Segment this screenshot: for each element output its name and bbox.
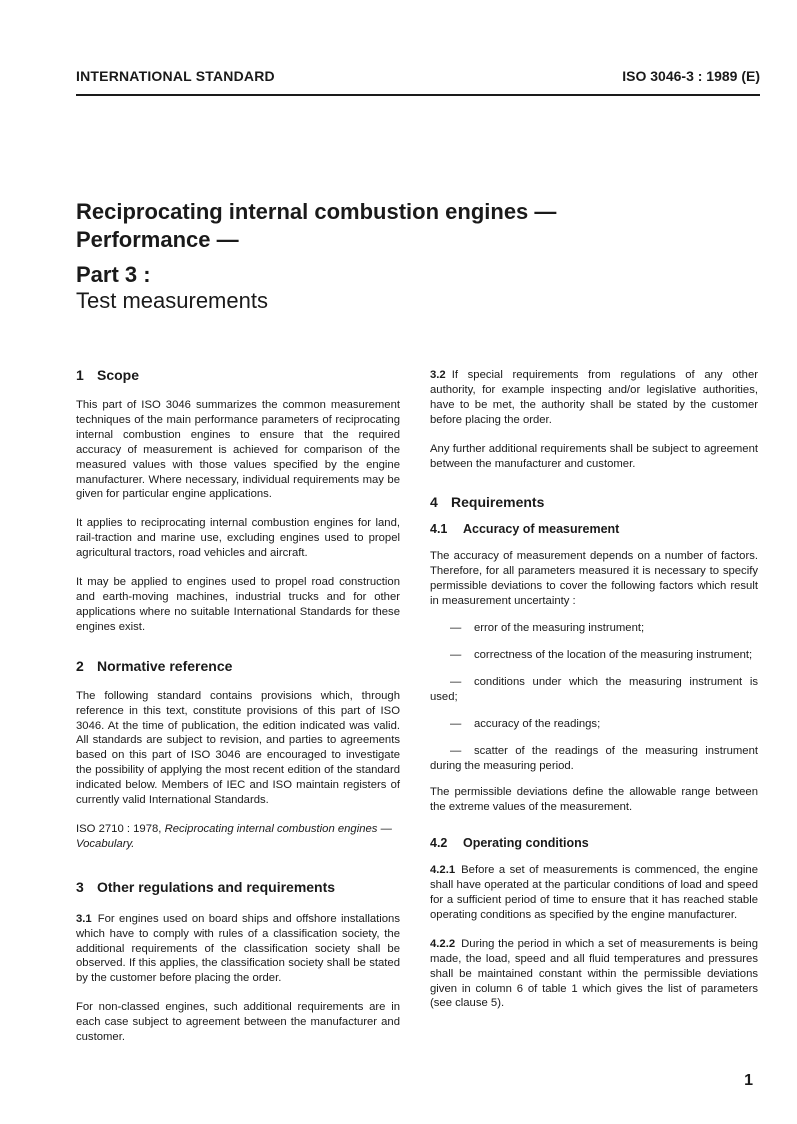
scope-paragraph-2: It applies to reciprocating internal combustion engines for land, rail-traction and marine use, excluding engines used to propel agricultural tractors, road vehicles and aircraft. bbox=[76, 517, 400, 560]
normative-paragraph: The following standard contains provisions which, through reference in this text, constitute provisions of this part of ISO 3046. At the time of publication, the edition indicated was valid. All standards are subject to revision, and parties to agreements based on this part of ISO 3046 are encouraged to investigate the possibility of applying the most recent edition of the standard indicated below. Members of IEC and ISO maintain registers of currently valid International Standards. bbox=[76, 689, 400, 807]
section-4-heading bbox=[430, 493, 758, 511]
header-standard-number: ISO 3046-3 : 1989 (E) bbox=[622, 68, 760, 84]
subsection-number: 4.2 bbox=[430, 836, 448, 851]
dash-bullet: — bbox=[450, 648, 462, 661]
section-1-heading bbox=[76, 366, 400, 384]
clause-3-2 bbox=[430, 368, 758, 428]
subsection-title: Operating conditions bbox=[463, 836, 589, 851]
list-item-text: correctness of the location of the measuring instrument; bbox=[474, 648, 753, 661]
dash-bullet: — bbox=[450, 744, 462, 757]
uncertainty-factor-list bbox=[430, 621, 758, 773]
clause-number: 4.2.2 bbox=[430, 937, 456, 950]
list-item-text: error of the measuring instrument; bbox=[474, 622, 645, 635]
section-3-heading bbox=[76, 878, 400, 896]
reference-title: Reciprocating internal combustion engines — Vocabulary. bbox=[76, 822, 392, 850]
section-title: Other regulations and requirements bbox=[97, 878, 336, 895]
clause-number: 4.2.1 bbox=[430, 864, 456, 877]
scope-paragraph-1: This part of ISO 3046 summarizes the common measurement techniques of the main performance parameters of reciprocating internal combustion engines to ensure that the required accuracy of measurement is achieved for comparison of the measured values with those values specified by the engine manufacturer. Where necessary, individual requirements may be given for particular engine applications. bbox=[76, 399, 400, 501]
list-item bbox=[430, 744, 758, 774]
list-item bbox=[430, 717, 758, 732]
part-label: Part 3 : bbox=[76, 262, 151, 287]
section-number: 1 bbox=[76, 367, 84, 383]
section-title: Normative reference bbox=[97, 657, 233, 674]
section-number: 3 bbox=[76, 878, 84, 895]
list-item bbox=[430, 675, 758, 705]
subsection-4-2-heading bbox=[430, 835, 758, 851]
section-2-heading bbox=[76, 657, 400, 675]
dash-bullet: — bbox=[450, 717, 462, 730]
list-item bbox=[430, 621, 758, 636]
reference-number: ISO 2710 : 1978, bbox=[76, 822, 162, 835]
clause-4-2-1 bbox=[430, 863, 758, 923]
section-number: 4 bbox=[430, 494, 438, 511]
part-subtitle: Test measurements bbox=[76, 288, 268, 313]
accuracy-paragraph: The accuracy of measurement depends on a number of factors. Therefore, for all parameters measured it is necessary to specify permissible deviations to cover the following factors which result in measurement uncertainty : bbox=[430, 550, 758, 608]
list-item-text: accuracy of the readings; bbox=[474, 717, 601, 730]
title-line-1: Reciprocating internal combustion engines — bbox=[76, 199, 557, 224]
list-item bbox=[430, 648, 758, 663]
list-item-text: conditions under which the measuring instrument is used; bbox=[430, 675, 758, 703]
section-title: Scope bbox=[97, 367, 140, 383]
subsection-4-1-heading bbox=[430, 521, 758, 537]
clause-number: 3.1 bbox=[76, 912, 92, 925]
document-title bbox=[76, 198, 726, 254]
clause-text: Before a set of measurements is commenced, the engine shall have operated at the particular conditions of load and speed for a sufficient period of time to ensure that it has reached stable operating conditions as specified by the engine manufacturer. bbox=[430, 864, 758, 921]
section-title: Requirements bbox=[451, 494, 545, 511]
page-header bbox=[76, 68, 760, 90]
header-standard-type: INTERNATIONAL STANDARD bbox=[76, 68, 275, 84]
right-column bbox=[430, 366, 758, 1011]
section-number: 2 bbox=[76, 657, 84, 674]
normative-reference-entry bbox=[76, 822, 400, 852]
clause-3-1 bbox=[76, 912, 400, 987]
clause-4-2-2 bbox=[430, 937, 758, 1012]
clause-3-2-paragraph-2: Any further additional requirements shall be subject to agreement between the manufacturer and customer. bbox=[430, 442, 758, 470]
list-item-text: scatter of the readings of the measuring instrument during the measuring period. bbox=[430, 744, 758, 772]
dash-bullet: — bbox=[450, 675, 462, 688]
clause-text: For engines used on board ships and offshore installations which have to comply with rules of a classification society, the additional requirements of the classification society shall be observed. If this applies, the classification society shall be stated by the customer before placing the order. bbox=[76, 912, 400, 985]
title-line-2: Performance — bbox=[76, 227, 239, 252]
left-column bbox=[76, 366, 400, 1045]
deviations-paragraph: The permissible deviations define the allowable range between the extreme values of the measurement. bbox=[430, 786, 758, 814]
clause-3-1-paragraph-2: For non-classed engines, such additional requirements are in each case subject to agreement between the manufacturer and customer. bbox=[76, 1001, 400, 1044]
clause-number: 3.2 bbox=[430, 369, 446, 381]
page-number: 1 bbox=[744, 1072, 753, 1089]
subsection-title: Accuracy of measurement bbox=[463, 522, 620, 537]
subsection-number: 4.1 bbox=[430, 522, 448, 537]
header-rule bbox=[76, 94, 760, 96]
clause-text: During the period in which a set of measurements is being made, the load, speed and all fluid temperatures and pressures shall be maintained constant within the permissible deviations given in column 6 of table 1 which gives the list of parameters (see clause 5). bbox=[430, 937, 758, 1010]
clause-text: If special requirements from regulations of any other authority, for example inspecting and/or legislative authorities, have to be met, the authority shall be stated by the customer before placing the order. bbox=[430, 369, 758, 426]
dash-bullet: — bbox=[450, 622, 462, 635]
scope-paragraph-3: It may be applied to engines used to propel road construction and earth-moving machines, industrial trucks and for other applications where no suitable International Standards for these engines exist. bbox=[76, 576, 400, 633]
